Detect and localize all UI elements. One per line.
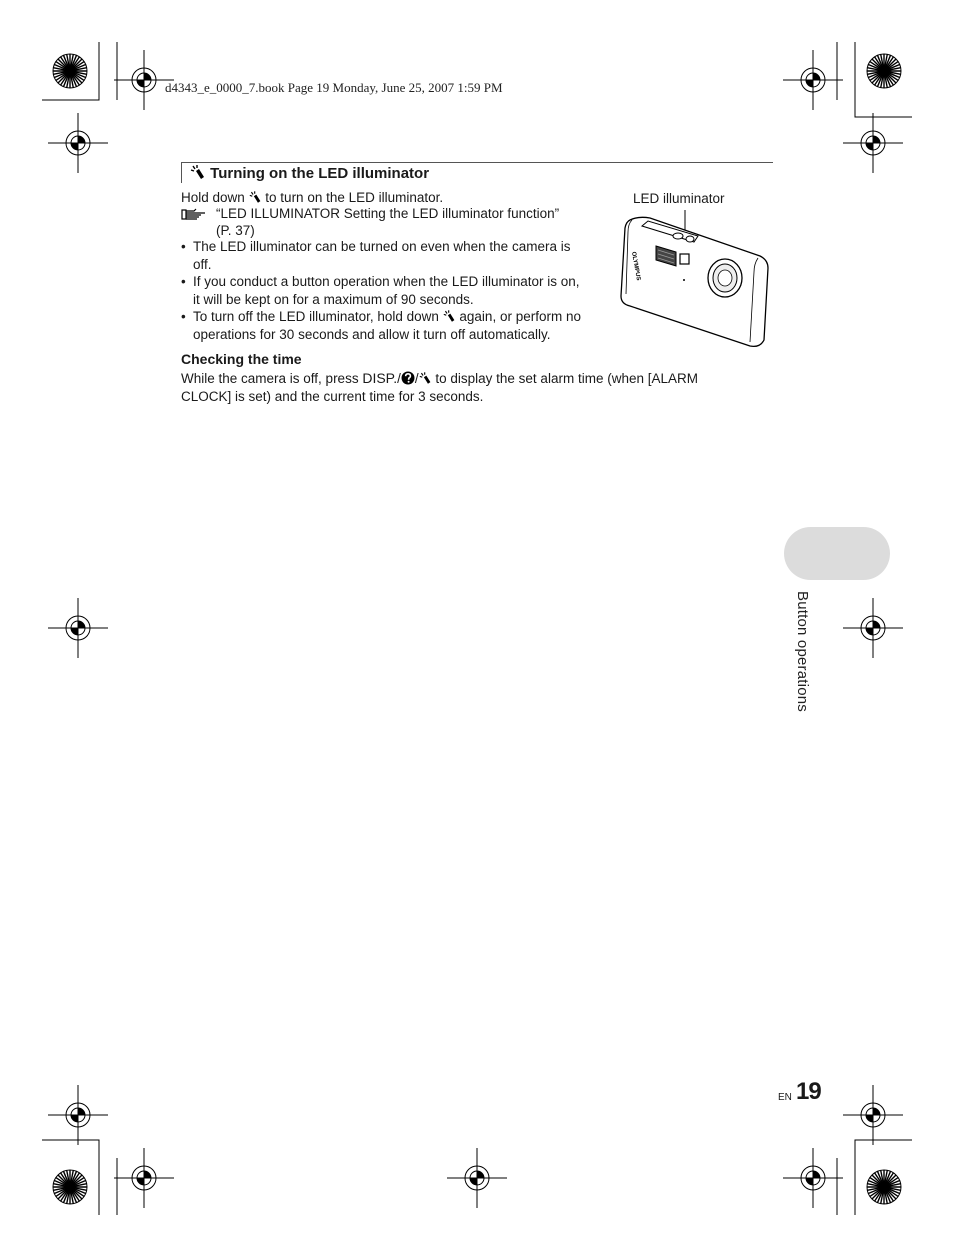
led-light-icon: [419, 371, 432, 385]
led-light-icon: [443, 309, 456, 323]
sub-heading: Checking the time: [181, 351, 302, 367]
chapter-tab: [784, 527, 890, 580]
list-item: • If you conduct a button operation when the LED illuminator is on, it will be kept on for a maximum of 90 seconds.: [181, 274, 580, 307]
list-item: • The LED illuminator can be turned on even when the camera is off.: [181, 239, 571, 272]
camera-illustration: [618, 208, 774, 350]
camera-brand: OLYMPUS: [630, 251, 641, 282]
checking-text: While the camera is off, press DISP./ / to display the set alarm time (when [ALARM: [181, 370, 698, 386]
list-item: • To turn off the LED illuminator, hold down again, or perform no operations for 30 seconds and allow it turn off automatically.: [181, 309, 581, 342]
figure-label: LED illuminator: [633, 191, 725, 206]
reference-text: “LED ILLUMINATOR Setting the LED illuminator function”: [216, 206, 560, 221]
led-light-icon: [190, 164, 206, 180]
book-file-info: d4343_e_0000_7.book Page 19 Monday, June 25, 2007 1:59 PM: [165, 80, 503, 95]
page-number: 19: [796, 1078, 821, 1105]
disp-button-label: DISP.: [362, 370, 398, 386]
reference-page: (P. 37): [216, 223, 255, 238]
intro-text: Hold down to turn on the LED illuminator.: [181, 190, 444, 205]
checking-text-line2: CLOCK] is set) and the current time for 3 seconds.: [181, 389, 484, 404]
language-code: EN: [778, 1092, 792, 1103]
reference-hand-icon: [181, 208, 207, 220]
section-title: [190, 164, 429, 182]
section-title-text: Turning on the LED illuminator: [210, 165, 430, 182]
help-icon: [401, 371, 415, 385]
led-light-icon: [249, 190, 262, 204]
chapter-label: Button operations: [794, 591, 811, 712]
